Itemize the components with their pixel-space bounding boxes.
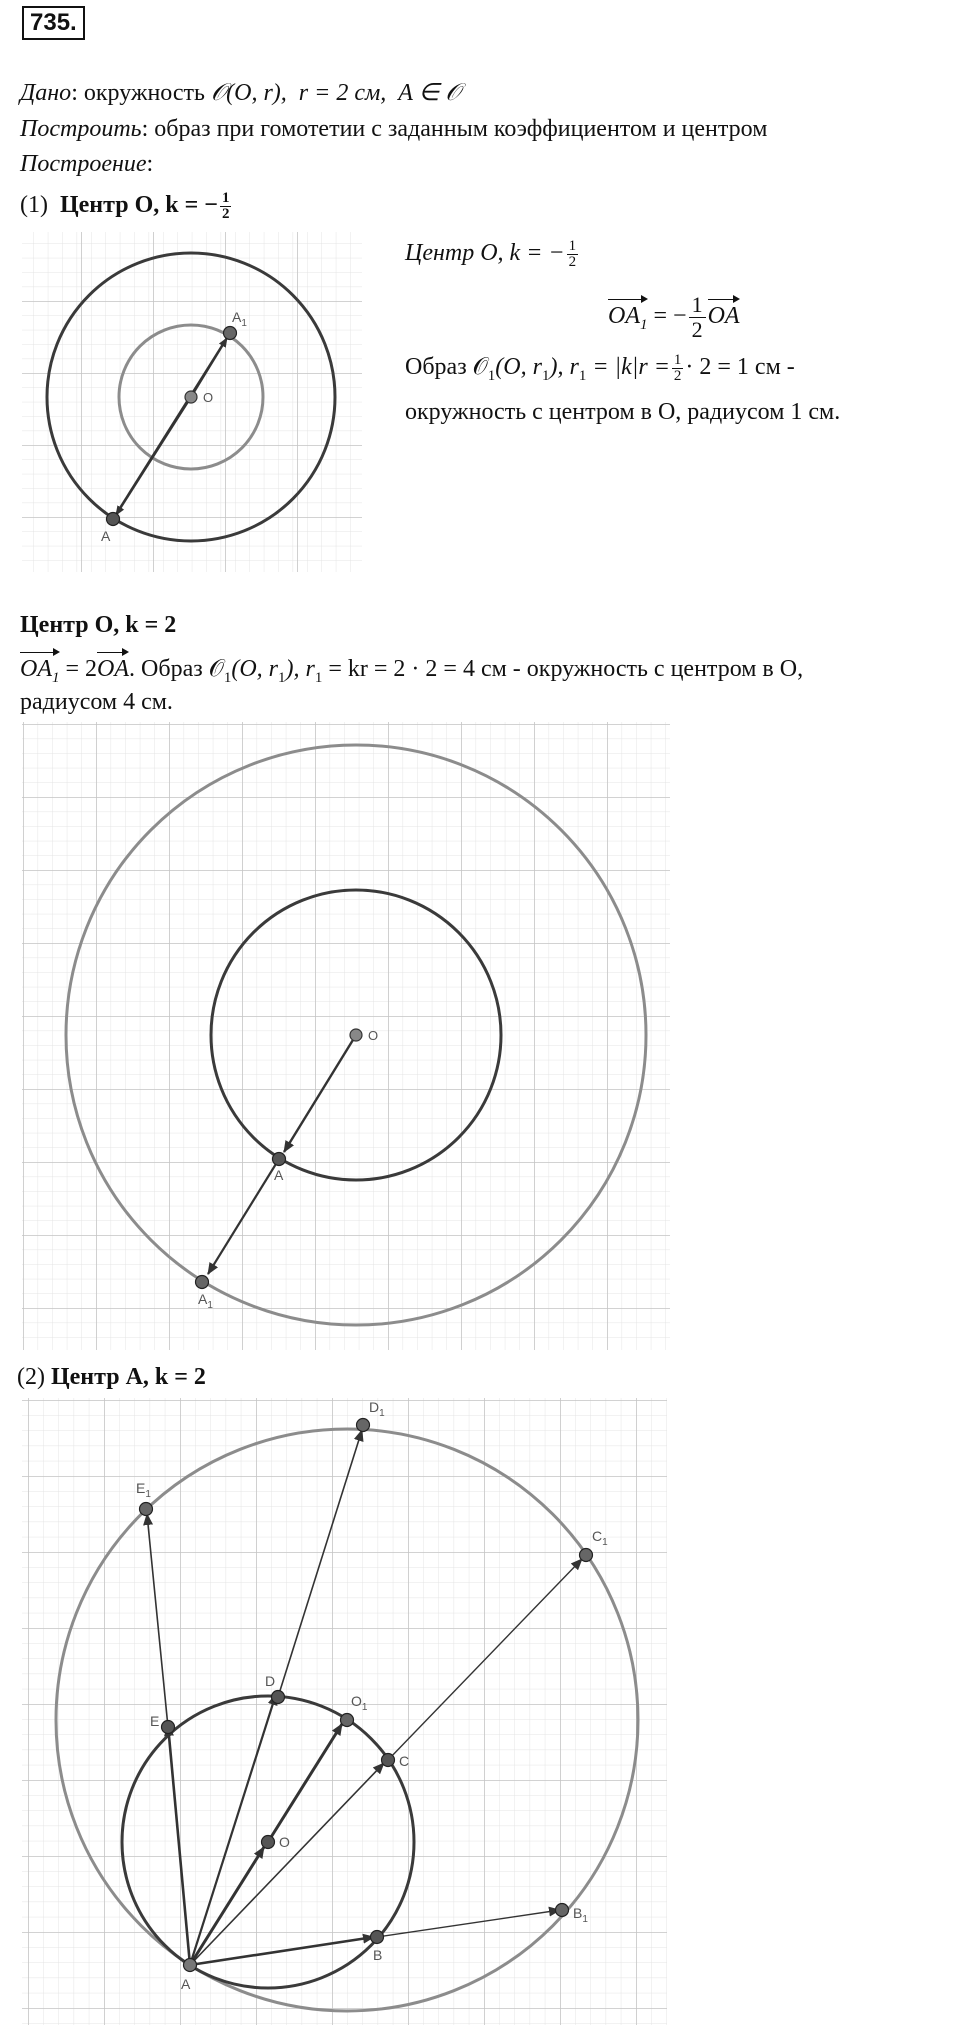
label-a1: $A_1$ (232, 309, 247, 329)
image-fraction: $\frac{1}{2}$ (673, 351, 682, 384)
construct-label: Построить (20, 116, 142, 142)
point-o (350, 1029, 362, 1041)
given-text: : окружность (71, 80, 211, 106)
label-e: E (150, 1713, 160, 1729)
part1b-description: радиусом 4 см. (20, 689, 173, 715)
point-a (184, 1959, 197, 1972)
part1-vector-equation: $OA_1$ = − $\frac{1}{2}$ OA (608, 292, 740, 342)
problem-number: 735. (22, 6, 85, 40)
construct-text: : образ при гомотетии с заданным коэффициентом и центром (141, 116, 768, 142)
point-c1 (580, 1549, 593, 1562)
eq-fraction: $\frac{1}{2}$ (689, 293, 706, 342)
label-o: O (203, 390, 214, 405)
label-a1: $A_1$ (198, 1291, 213, 1311)
label-d1: $D_1$ (369, 1399, 385, 1419)
label-o1: $O_1$ (351, 1693, 368, 1713)
part2-title: Центр A, k = 2 (50, 1364, 206, 1390)
point-e (162, 1721, 175, 1734)
part1-heading (20, 190, 233, 222)
point-a (107, 513, 120, 526)
construction-label: Построение (20, 151, 147, 177)
label-e1: $E_1$ (136, 1480, 151, 1500)
given-circle: 𝒪(O, r), (211, 80, 287, 106)
part2-heading (17, 1362, 206, 1392)
vec-oa1-b: $OA_1$ (20, 650, 60, 693)
part1-side-center: Центр O, k = − $\frac{1}{2}$ (405, 237, 577, 270)
grid-major (22, 1398, 667, 2025)
label-b1: $B_1$ (573, 1905, 588, 1925)
construction-line (20, 149, 153, 179)
part1b-equation: $OA_1 = 2OA$. Образ 𝒪$_1$(O, $r_1$), $r_1$ = kr = 2 · 2 = 4 см - окружность с центром в O, (20, 650, 803, 693)
vec-oa: OA (708, 297, 740, 331)
figure-2 (22, 722, 670, 1350)
label-o: O (368, 1028, 379, 1043)
given-line (20, 78, 461, 108)
grid-major (22, 722, 670, 1350)
point-o1 (341, 1714, 354, 1727)
part1-title-fraction: $\frac{1}{2}$ (221, 189, 230, 222)
part1b-title: Центр O, k = 2 (20, 612, 177, 638)
label-a: A (101, 528, 111, 544)
label-a: A (181, 1976, 191, 1992)
given-label: Дано (20, 80, 72, 106)
figure-3 (22, 1398, 667, 2025)
point-o (262, 1836, 275, 1849)
part1-image-line: Образ 𝒪$_1$(O, $r_1$), $r_1 = |k|r$ = $\frac{1}{2}$ · 2 = 1 см - (405, 351, 795, 384)
point-o (185, 391, 197, 403)
point-a (273, 1153, 286, 1166)
construction-colon: : (146, 151, 154, 177)
given-radius: r = 2 см, (298, 80, 387, 106)
label-c1: $C_1$ (592, 1528, 608, 1548)
side-fraction: $\frac{1}{2}$ (568, 237, 577, 270)
part1-marker: (1) (20, 192, 48, 218)
construct-line (20, 114, 767, 144)
point-b1 (556, 1904, 569, 1917)
part2-marker: (2) (17, 1364, 45, 1390)
point-c (382, 1754, 395, 1767)
label-c: C (399, 1753, 410, 1769)
point-b (371, 1931, 384, 1944)
point-a1 (224, 327, 237, 340)
vec-oa1: $OA_1$ (608, 297, 648, 340)
label-o: O (279, 1834, 290, 1850)
figure-1 (22, 232, 362, 572)
vec-oa-b: OA (97, 650, 129, 684)
label-a: A (274, 1167, 284, 1183)
part1-title: Центр O, k = − (59, 192, 218, 218)
given-point: A ∈ 𝒪 (398, 80, 461, 106)
point-a1 (196, 1276, 209, 1289)
point-d (272, 1691, 285, 1704)
label-b: B (373, 1947, 383, 1963)
part1-description: окружность с центром в O, радиусом 1 см. (405, 399, 841, 425)
point-e1 (140, 1503, 153, 1516)
label-d: D (265, 1673, 276, 1689)
point-d1 (357, 1419, 370, 1432)
